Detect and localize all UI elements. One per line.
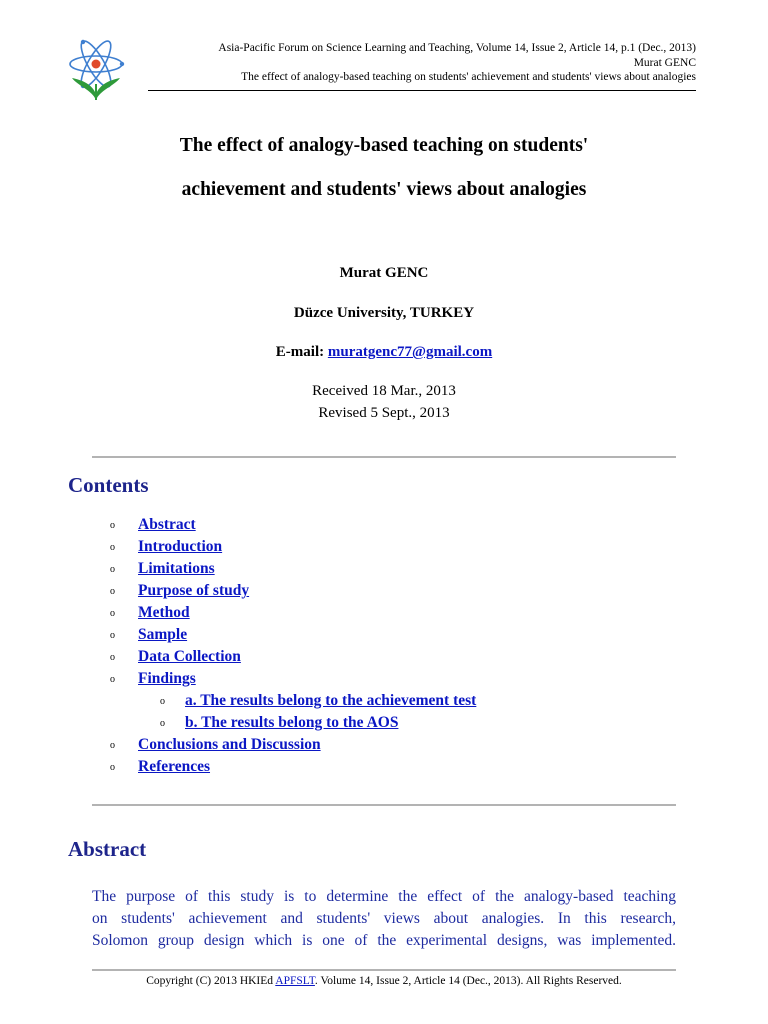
footer-prefix: Copyright (C) 2013 HKIEd bbox=[146, 975, 276, 987]
toc-link[interactable]: Findings bbox=[138, 670, 196, 687]
footer-rule bbox=[92, 969, 676, 971]
toc-bullet: o bbox=[110, 740, 115, 751]
email-link[interactable]: muratgenc77@gmail.com bbox=[327, 344, 493, 360]
toc-bullet: o bbox=[110, 542, 115, 553]
toc-link[interactable]: b. The results belong to the AOS bbox=[185, 714, 399, 731]
toc-bullet: o bbox=[160, 718, 165, 729]
toc-bullet: o bbox=[110, 608, 115, 619]
toc-bullet: o bbox=[110, 652, 115, 663]
toc-bullet: o bbox=[110, 564, 115, 575]
footer-suffix: . Volume 14, Issue 2, Article 14 (Dec., 2013). All Rights Reserved. bbox=[314, 975, 622, 987]
header-rule bbox=[148, 90, 696, 91]
revised-date: Revised 5 Sept., 2013 bbox=[318, 405, 450, 421]
toc-link[interactable]: a. The results belong to the achievement test bbox=[185, 692, 477, 709]
toc-link[interactable]: Method bbox=[138, 604, 190, 621]
toc-link[interactable]: Limitations bbox=[138, 560, 215, 577]
toc-bullet: o bbox=[110, 762, 115, 773]
running-header bbox=[96, 41, 696, 85]
abstract-body bbox=[92, 886, 676, 952]
abstract-line: on students' achievement and students' views about analogies. In this research, bbox=[92, 910, 676, 927]
toc-link[interactable]: Abstract bbox=[138, 516, 196, 533]
toc-bullet: o bbox=[110, 520, 115, 531]
received-date: Received 18 Mar., 2013 bbox=[312, 383, 456, 399]
contents-heading: Contents bbox=[68, 473, 149, 497]
toc-link[interactable]: Purpose of study bbox=[138, 582, 250, 599]
toc-link[interactable]: Sample bbox=[138, 626, 188, 643]
toc-bullet: o bbox=[110, 674, 115, 685]
toc-link[interactable]: Conclusions and Discussion bbox=[138, 736, 321, 753]
divider bbox=[92, 456, 676, 458]
author-email-line bbox=[100, 344, 668, 361]
abstract-line: The purpose of this study is to determine the effect of the analogy-based teaching bbox=[92, 888, 676, 905]
toc-link[interactable]: Introduction bbox=[138, 538, 223, 555]
abstract-line: Solomon group design which is one of the experimental designs, was implemented. bbox=[92, 932, 676, 949]
header-title: The effect of analogy-based teaching on students' achievement and students' views about analogies bbox=[241, 71, 696, 83]
toc-link[interactable]: Data Collection bbox=[138, 648, 241, 665]
header-journal: Asia-Pacific Forum on Science Learning and Teaching, Volume 14, Issue 2, Article 14, p.1 (Dec., 2013) bbox=[218, 42, 696, 54]
divider bbox=[92, 804, 676, 806]
header-author: Murat GENC bbox=[633, 56, 696, 69]
paper-title bbox=[100, 124, 668, 212]
footer-apfslt-link[interactable]: APFSLT bbox=[275, 975, 315, 987]
author-name: Murat GENC bbox=[339, 265, 429, 281]
toc-bullet: o bbox=[110, 586, 115, 597]
title-line-2: achievement and students' views about analogies bbox=[181, 179, 587, 200]
footer-copyright bbox=[92, 975, 676, 987]
author-affiliation: Düzce University, TURKEY bbox=[293, 305, 475, 321]
title-line-1: The effect of analogy-based teaching on students' bbox=[179, 135, 589, 156]
toc-bullet: o bbox=[160, 696, 165, 707]
email-label: E-mail: bbox=[275, 344, 325, 360]
abstract-heading: Abstract bbox=[68, 837, 147, 861]
toc-bullet: o bbox=[110, 630, 115, 641]
toc-link[interactable]: References bbox=[138, 758, 211, 775]
